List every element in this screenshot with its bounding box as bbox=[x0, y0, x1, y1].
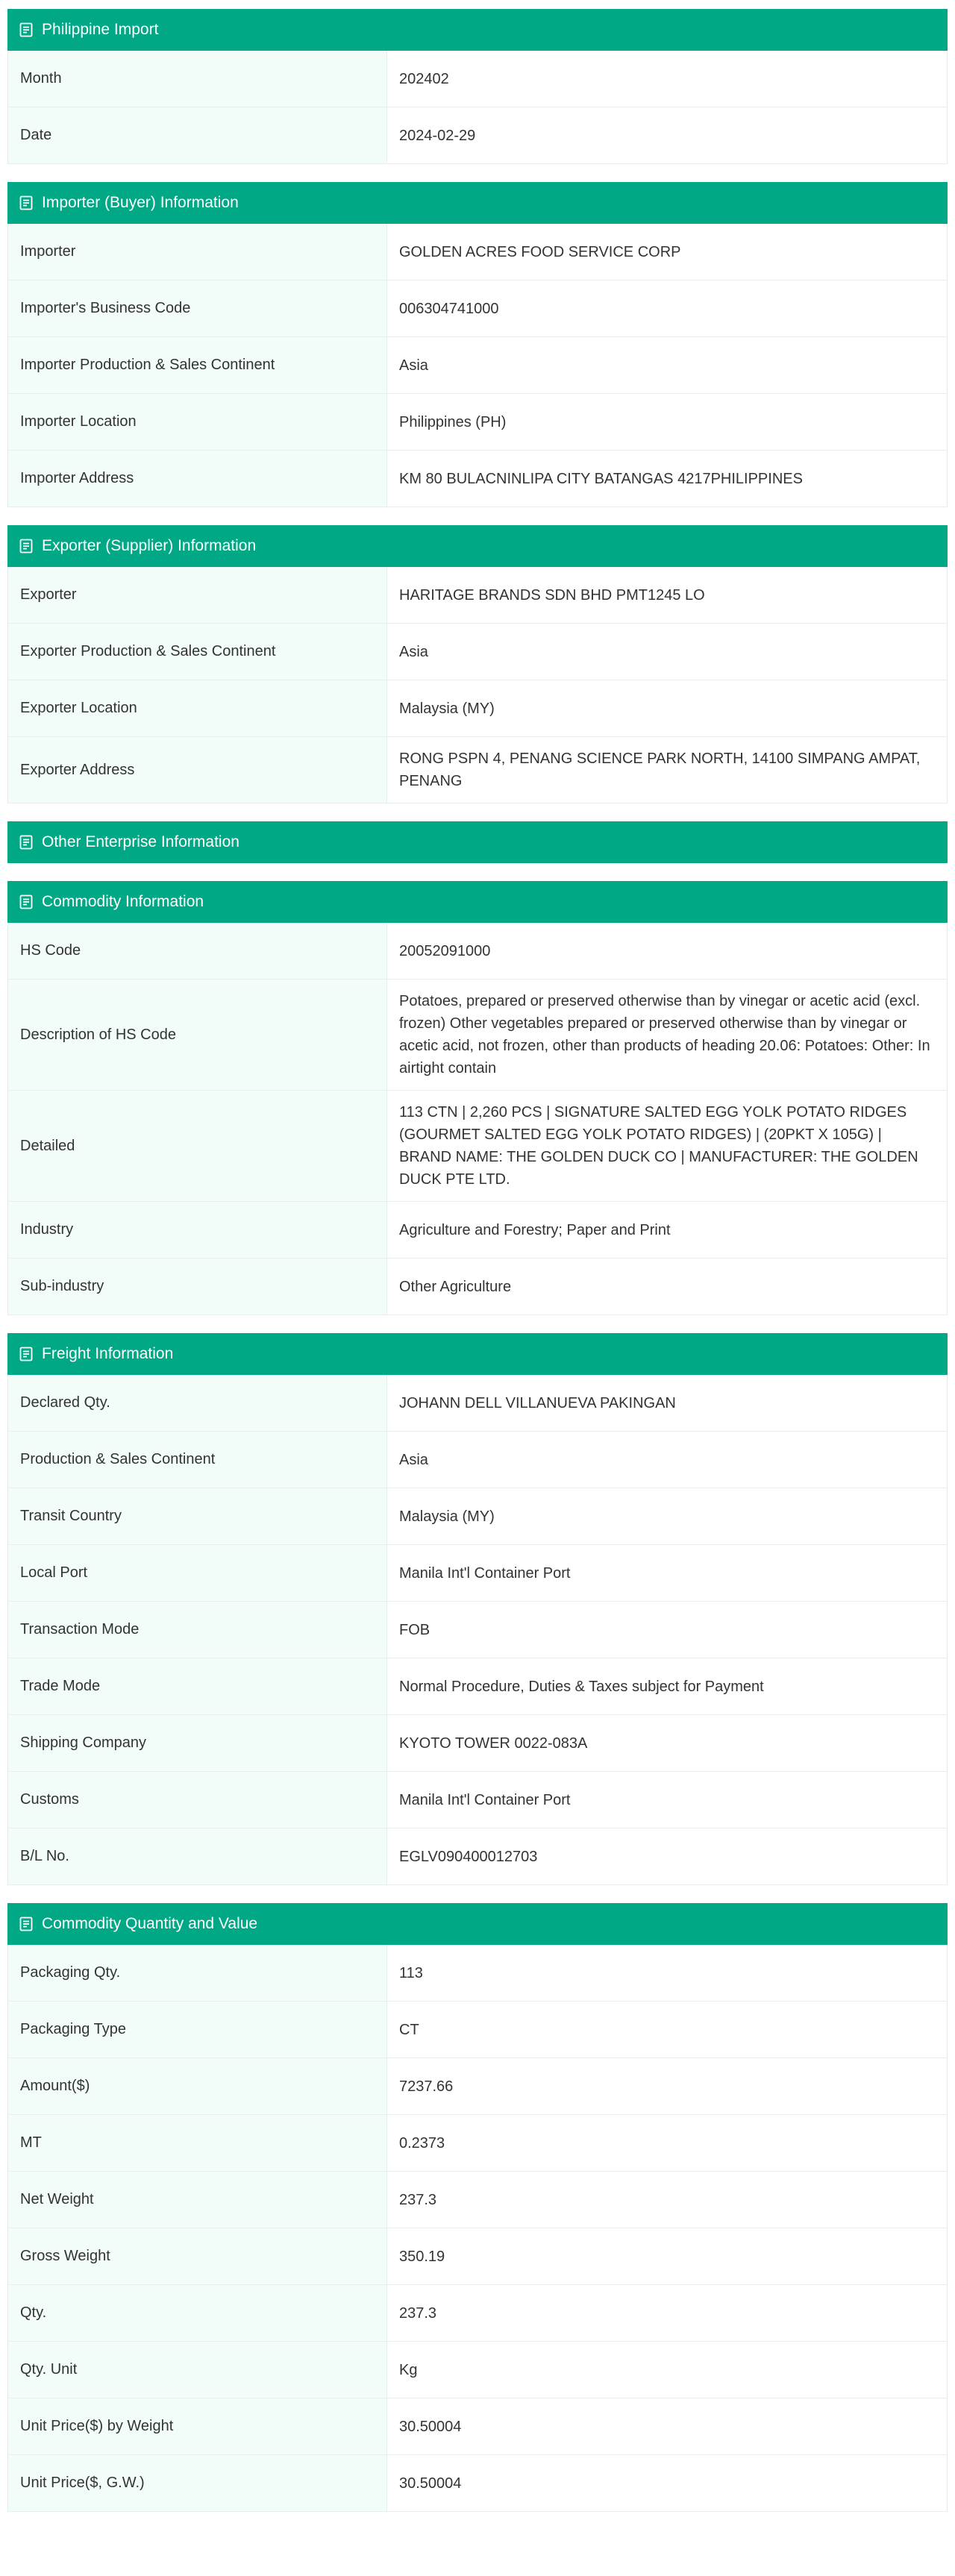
field-value: Asia bbox=[387, 337, 947, 393]
field-row bbox=[8, 1828, 947, 1885]
field-label: HS Code bbox=[8, 923, 387, 979]
field-label: Packaging Type bbox=[8, 2002, 387, 2058]
field-value: KM 80 BULACNINLIPA CITY BATANGAS 4217PHILIPPINES bbox=[387, 451, 947, 507]
section-header bbox=[7, 182, 948, 224]
field-value: Malaysia (MY) bbox=[387, 680, 947, 736]
section-title: Philippine Import bbox=[42, 21, 159, 38]
field-table bbox=[7, 923, 948, 1315]
field-value: 113 CTN | 2,260 PCS | SIGNATURE SALTED EGG YOLK POTATO RIDGES (GOURMET SALTED EGG YOLK POTATO RIDGES) | (20PKT X 105G) | BRAND NAME: THE GOLDEN DUCK CO | MANUFACTURER: THE GOLDEN DUCK PTE LTD. bbox=[387, 1091, 947, 1201]
field-label: Transaction Mode bbox=[8, 1602, 387, 1658]
field-label: Qty. bbox=[8, 2285, 387, 2341]
field-label: Net Weight bbox=[8, 2172, 387, 2228]
field-row bbox=[8, 680, 947, 737]
field-value: Other Agriculture bbox=[387, 1259, 947, 1314]
field-row bbox=[8, 567, 947, 624]
section-header bbox=[7, 9, 948, 51]
section-title: Commodity Information bbox=[42, 893, 204, 910]
field-value: 20052091000 bbox=[387, 923, 947, 979]
field-value: Normal Procedure, Duties & Taxes subject for Payment bbox=[387, 1658, 947, 1714]
field-table bbox=[7, 567, 948, 803]
section-title: Freight Information bbox=[42, 1345, 174, 1362]
document-icon bbox=[18, 1346, 34, 1362]
field-row bbox=[8, 394, 947, 451]
field-label: B/L No. bbox=[8, 1828, 387, 1884]
field-label: Importer Address bbox=[8, 451, 387, 507]
field-label: Description of HS Code bbox=[8, 980, 387, 1090]
field-row bbox=[8, 2115, 947, 2172]
section-header bbox=[7, 821, 948, 863]
field-row bbox=[8, 451, 947, 507]
field-value: 30.50004 bbox=[387, 2398, 947, 2454]
field-value: EGLV090400012703 bbox=[387, 1828, 947, 1884]
field-label: Qty. Unit bbox=[8, 2342, 387, 2398]
field-row bbox=[8, 1488, 947, 1545]
field-row bbox=[8, 1259, 947, 1315]
section-header bbox=[7, 525, 948, 567]
field-label: Exporter Production & Sales Continent bbox=[8, 624, 387, 680]
field-label: Importer's Business Code bbox=[8, 281, 387, 336]
field-row bbox=[8, 624, 947, 680]
field-row bbox=[8, 980, 947, 1091]
field-value: 30.50004 bbox=[387, 2455, 947, 2511]
field-value: Manila Int'l Container Port bbox=[387, 1772, 947, 1828]
field-value: Potatoes, prepared or preserved otherwise than by vinegar or acetic acid (excl. frozen) Other vegetables prepared or preserved otherwise than by vinegar or acetic acid, not frozen, other than products of heading 20.06: Potatoes: Other: In airtight contain bbox=[387, 980, 947, 1090]
section-importer-buyer-information bbox=[7, 182, 948, 507]
field-label: Month bbox=[8, 51, 387, 107]
field-row bbox=[8, 51, 947, 107]
field-value: HARITAGE BRANDS SDN BHD PMT1245 LO bbox=[387, 567, 947, 623]
field-label: Declared Qty. bbox=[8, 1375, 387, 1431]
field-value: CT bbox=[387, 2002, 947, 2058]
field-label: Shipping Company bbox=[8, 1715, 387, 1771]
field-value: 350.19 bbox=[387, 2228, 947, 2284]
field-row bbox=[8, 1375, 947, 1432]
field-value: Agriculture and Forestry; Paper and Print bbox=[387, 1202, 947, 1258]
field-label: Importer Location bbox=[8, 394, 387, 450]
document-icon bbox=[18, 1916, 34, 1932]
field-value: 237.3 bbox=[387, 2285, 947, 2341]
field-value: 0.2373 bbox=[387, 2115, 947, 2171]
field-label: Detailed bbox=[8, 1091, 387, 1201]
field-label: Local Port bbox=[8, 1545, 387, 1601]
field-label: Amount($) bbox=[8, 2058, 387, 2114]
field-row bbox=[8, 1545, 947, 1602]
field-table bbox=[7, 51, 948, 164]
field-row bbox=[8, 1602, 947, 1658]
section-commodity-quantity-and-value bbox=[7, 1903, 948, 2512]
field-row bbox=[8, 107, 947, 164]
section-title: Importer (Buyer) Information bbox=[42, 194, 239, 211]
field-value: JOHANN DELL VILLANUEVA PAKINGAN bbox=[387, 1375, 947, 1431]
field-row bbox=[8, 923, 947, 980]
document-icon bbox=[18, 834, 34, 850]
field-row bbox=[8, 224, 947, 281]
field-label: Gross Weight bbox=[8, 2228, 387, 2284]
field-row bbox=[8, 1202, 947, 1259]
field-label: Date bbox=[8, 107, 387, 163]
field-label: Packaging Qty. bbox=[8, 1945, 387, 2001]
field-table bbox=[7, 1945, 948, 2512]
field-row bbox=[8, 2342, 947, 2398]
field-value: 237.3 bbox=[387, 2172, 947, 2228]
field-label: Industry bbox=[8, 1202, 387, 1258]
field-value: 113 bbox=[387, 1945, 947, 2001]
field-row bbox=[8, 2002, 947, 2058]
field-value: 006304741000 bbox=[387, 281, 947, 336]
field-label: Unit Price($) by Weight bbox=[8, 2398, 387, 2454]
field-label: Production & Sales Continent bbox=[8, 1432, 387, 1488]
document-icon bbox=[18, 195, 34, 211]
field-value: 202402 bbox=[387, 51, 947, 107]
field-value: RONG PSPN 4, PENANG SCIENCE PARK NORTH, 14100 SIMPANG AMPAT, PENANG bbox=[387, 737, 947, 803]
section-philippine-import bbox=[7, 9, 948, 164]
field-label: Exporter bbox=[8, 567, 387, 623]
field-row bbox=[8, 337, 947, 394]
section-header bbox=[7, 1903, 948, 1945]
field-value: Asia bbox=[387, 1432, 947, 1488]
field-label: MT bbox=[8, 2115, 387, 2171]
field-label: Transit Country bbox=[8, 1488, 387, 1544]
field-table bbox=[7, 1375, 948, 1885]
section-title: Other Enterprise Information bbox=[42, 833, 239, 850]
document-icon bbox=[18, 538, 34, 554]
field-row bbox=[8, 1715, 947, 1772]
field-row bbox=[8, 2398, 947, 2455]
field-value: Manila Int'l Container Port bbox=[387, 1545, 947, 1601]
section-exporter-supplier-information bbox=[7, 525, 948, 803]
document-icon bbox=[18, 894, 34, 910]
field-value: 7237.66 bbox=[387, 2058, 947, 2114]
field-row bbox=[8, 1772, 947, 1828]
field-table bbox=[7, 224, 948, 507]
field-value: FOB bbox=[387, 1602, 947, 1658]
field-value: 2024-02-29 bbox=[387, 107, 947, 163]
field-row bbox=[8, 1658, 947, 1715]
field-value: Malaysia (MY) bbox=[387, 1488, 947, 1544]
section-commodity-information bbox=[7, 881, 948, 1315]
field-label: Sub-industry bbox=[8, 1259, 387, 1314]
field-label: Importer bbox=[8, 224, 387, 280]
field-row bbox=[8, 2228, 947, 2285]
field-row bbox=[8, 1432, 947, 1488]
field-value: Philippines (PH) bbox=[387, 394, 947, 450]
section-title: Commodity Quantity and Value bbox=[42, 1915, 258, 1932]
field-row bbox=[8, 2172, 947, 2228]
field-row bbox=[8, 281, 947, 337]
field-value: Kg bbox=[387, 2342, 947, 2398]
field-row bbox=[8, 1091, 947, 1202]
section-header bbox=[7, 881, 948, 923]
field-label: Exporter Address bbox=[8, 737, 387, 803]
section-other-enterprise-information bbox=[7, 821, 948, 863]
field-label: Importer Production & Sales Continent bbox=[8, 337, 387, 393]
field-label: Unit Price($, G.W.) bbox=[8, 2455, 387, 2511]
field-row bbox=[8, 2455, 947, 2512]
field-label: Trade Mode bbox=[8, 1658, 387, 1714]
field-value: GOLDEN ACRES FOOD SERVICE CORP bbox=[387, 224, 947, 280]
field-row bbox=[8, 1945, 947, 2002]
field-value: KYOTO TOWER 0022-083A bbox=[387, 1715, 947, 1771]
field-label: Customs bbox=[8, 1772, 387, 1828]
section-freight-information bbox=[7, 1333, 948, 1885]
field-row bbox=[8, 737, 947, 803]
field-row bbox=[8, 2285, 947, 2342]
field-value: Asia bbox=[387, 624, 947, 680]
document-icon bbox=[18, 22, 34, 38]
section-title: Exporter (Supplier) Information bbox=[42, 537, 257, 554]
field-row bbox=[8, 2058, 947, 2115]
section-header bbox=[7, 1333, 948, 1375]
field-label: Exporter Location bbox=[8, 680, 387, 736]
